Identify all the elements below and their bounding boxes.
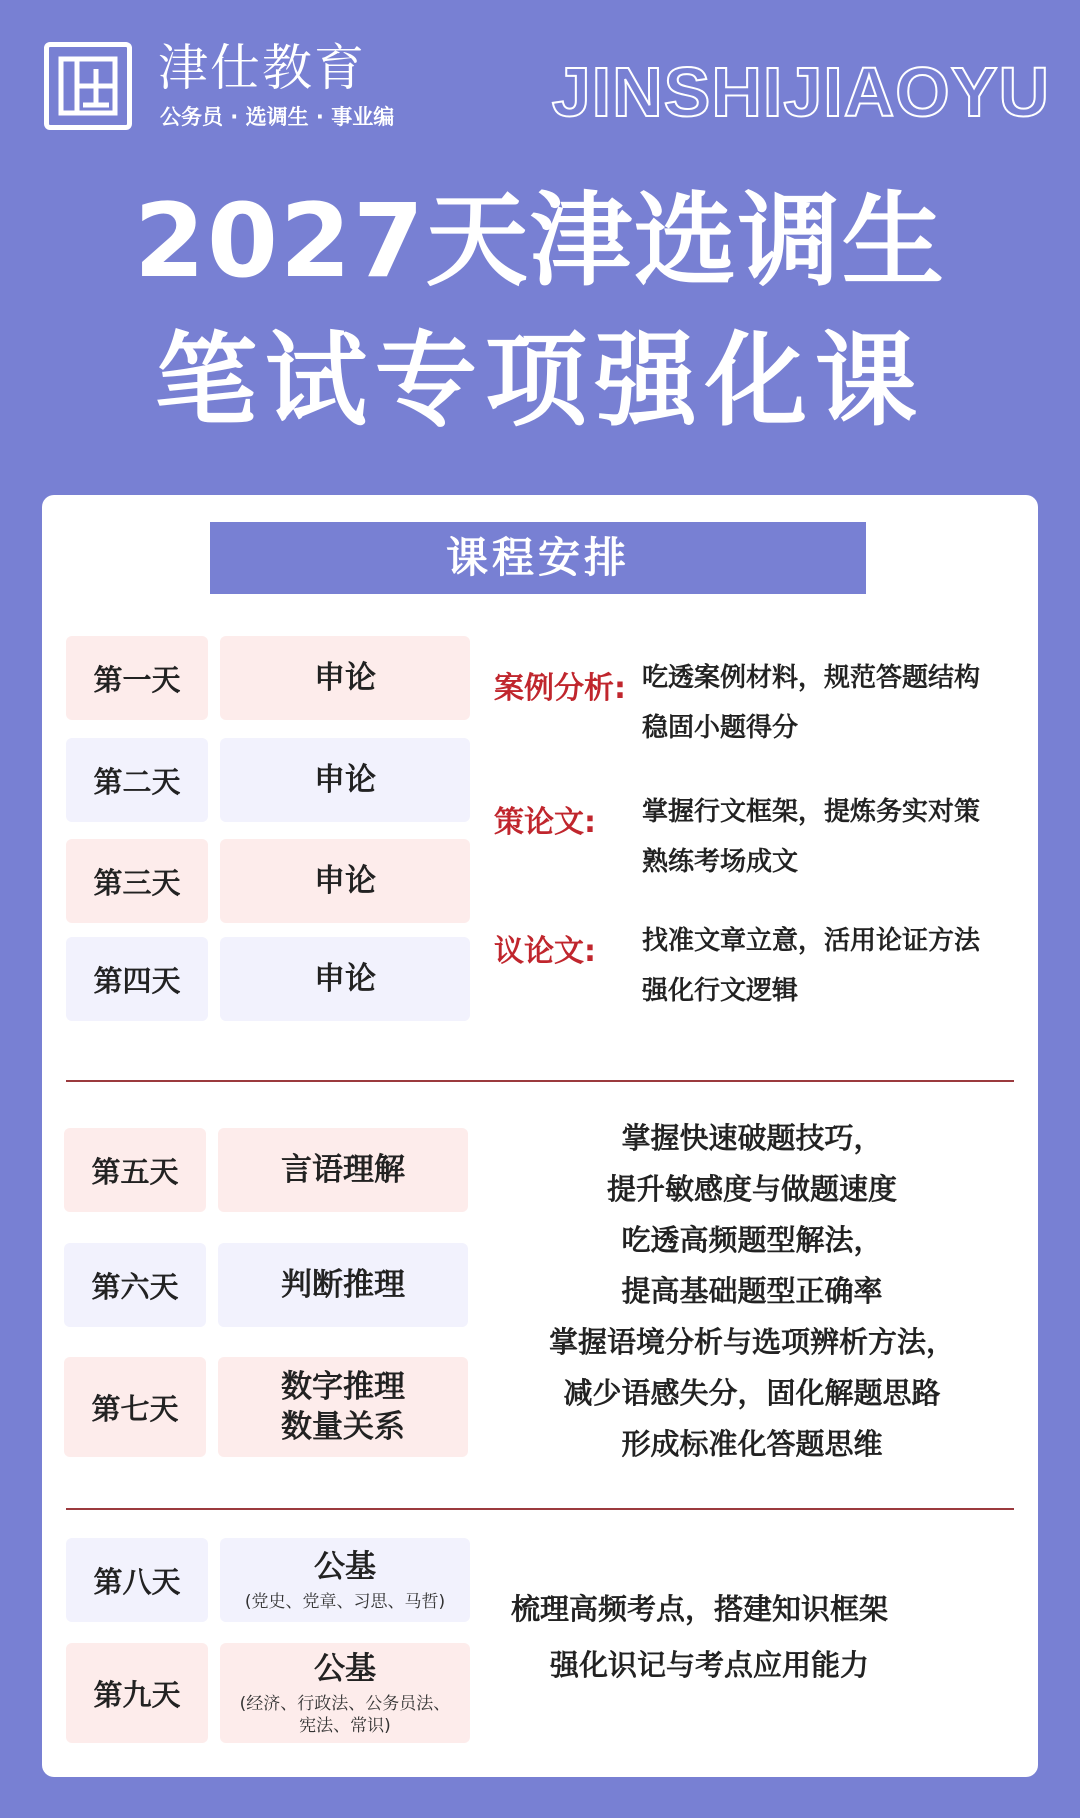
- page-title-line2: 笔试专项强化课: [155, 322, 925, 441]
- topic-description: 熟练考场成文: [642, 847, 799, 877]
- subject-name: 公基: [314, 1549, 376, 1585]
- subject-label: 申论: [220, 738, 470, 822]
- subject-name: 公基: [314, 1651, 376, 1687]
- schedule-card: [42, 495, 1038, 1777]
- topic-description: 吃透案例材料，规范答题结构: [642, 663, 981, 693]
- description-line: 掌握语境分析与选项辨析方法，: [548, 1325, 955, 1359]
- schedule-heading: 课程安排: [210, 522, 866, 594]
- description-line: 吃透高频题型解法，: [621, 1223, 883, 1257]
- description-line: 强化识记与考点应用能力: [550, 1648, 870, 1682]
- topic-label: 案例分析:: [494, 671, 626, 706]
- section-divider: [66, 1508, 1014, 1510]
- section-divider: [66, 1080, 1014, 1082]
- day-label: 第七天: [64, 1357, 206, 1457]
- topic-description: 掌握行文框架，提炼务实对策: [642, 797, 981, 827]
- description-line: 梳理高频考点，搭建知识框架: [511, 1592, 889, 1626]
- day-label: 第三天: [66, 839, 208, 923]
- subject-label: 申论: [220, 937, 470, 1021]
- brand-english: JINSHIJIAOYU: [551, 53, 1050, 131]
- topic-description: 找准文章立意，活用论证方法: [642, 926, 981, 956]
- description-line: 提升敏感度与做题速度: [606, 1172, 897, 1206]
- topic-label: 议论文:: [494, 934, 596, 969]
- brand-tagline: 公务员 · 选调生 · 事业编: [160, 105, 395, 129]
- topic-description: 稳固小题得分: [642, 713, 799, 743]
- subject-label: [220, 1538, 470, 1622]
- subject-label: 申论: [220, 636, 470, 720]
- day-label: 第九天: [66, 1643, 208, 1743]
- subject-label: 申论: [220, 839, 470, 923]
- day-label: 第二天: [66, 738, 208, 822]
- subject-label: [218, 1357, 468, 1457]
- day-label: 第五天: [64, 1128, 206, 1212]
- subject-note: (党史、党章、习思、马哲): [244, 1592, 446, 1612]
- subject-label: 判断推理: [218, 1243, 468, 1327]
- description-line: 减少语感失分，固化解题思路: [563, 1376, 941, 1410]
- subject-label: [220, 1643, 470, 1743]
- subject-note: (经济、行政法、公务员法、: [239, 1694, 451, 1714]
- subject-label: 言语理解: [218, 1128, 468, 1212]
- topic-description: 强化行文逻辑: [642, 976, 799, 1006]
- description-line: 形成标准化答题思维: [621, 1427, 883, 1461]
- subject-note: 宪法、常识): [299, 1716, 391, 1736]
- brand-name: 津仕教育: [158, 39, 366, 97]
- day-label: 第八天: [66, 1538, 208, 1622]
- topic-label: 策论文:: [494, 805, 596, 840]
- description-line: 掌握快速破题技巧，: [621, 1121, 883, 1155]
- header: [0, 0, 1080, 150]
- description-line: 提高基础题型正确率: [621, 1274, 883, 1308]
- brand-logo-icon: [44, 42, 132, 130]
- subject-line: 数字推理: [281, 1369, 405, 1405]
- day-label: 第六天: [64, 1243, 206, 1327]
- page-title-line1: 2027天津选调生: [134, 182, 946, 301]
- subject-line: 数量关系: [281, 1409, 405, 1445]
- day-label: 第四天: [66, 937, 208, 1021]
- day-label: 第一天: [66, 636, 208, 720]
